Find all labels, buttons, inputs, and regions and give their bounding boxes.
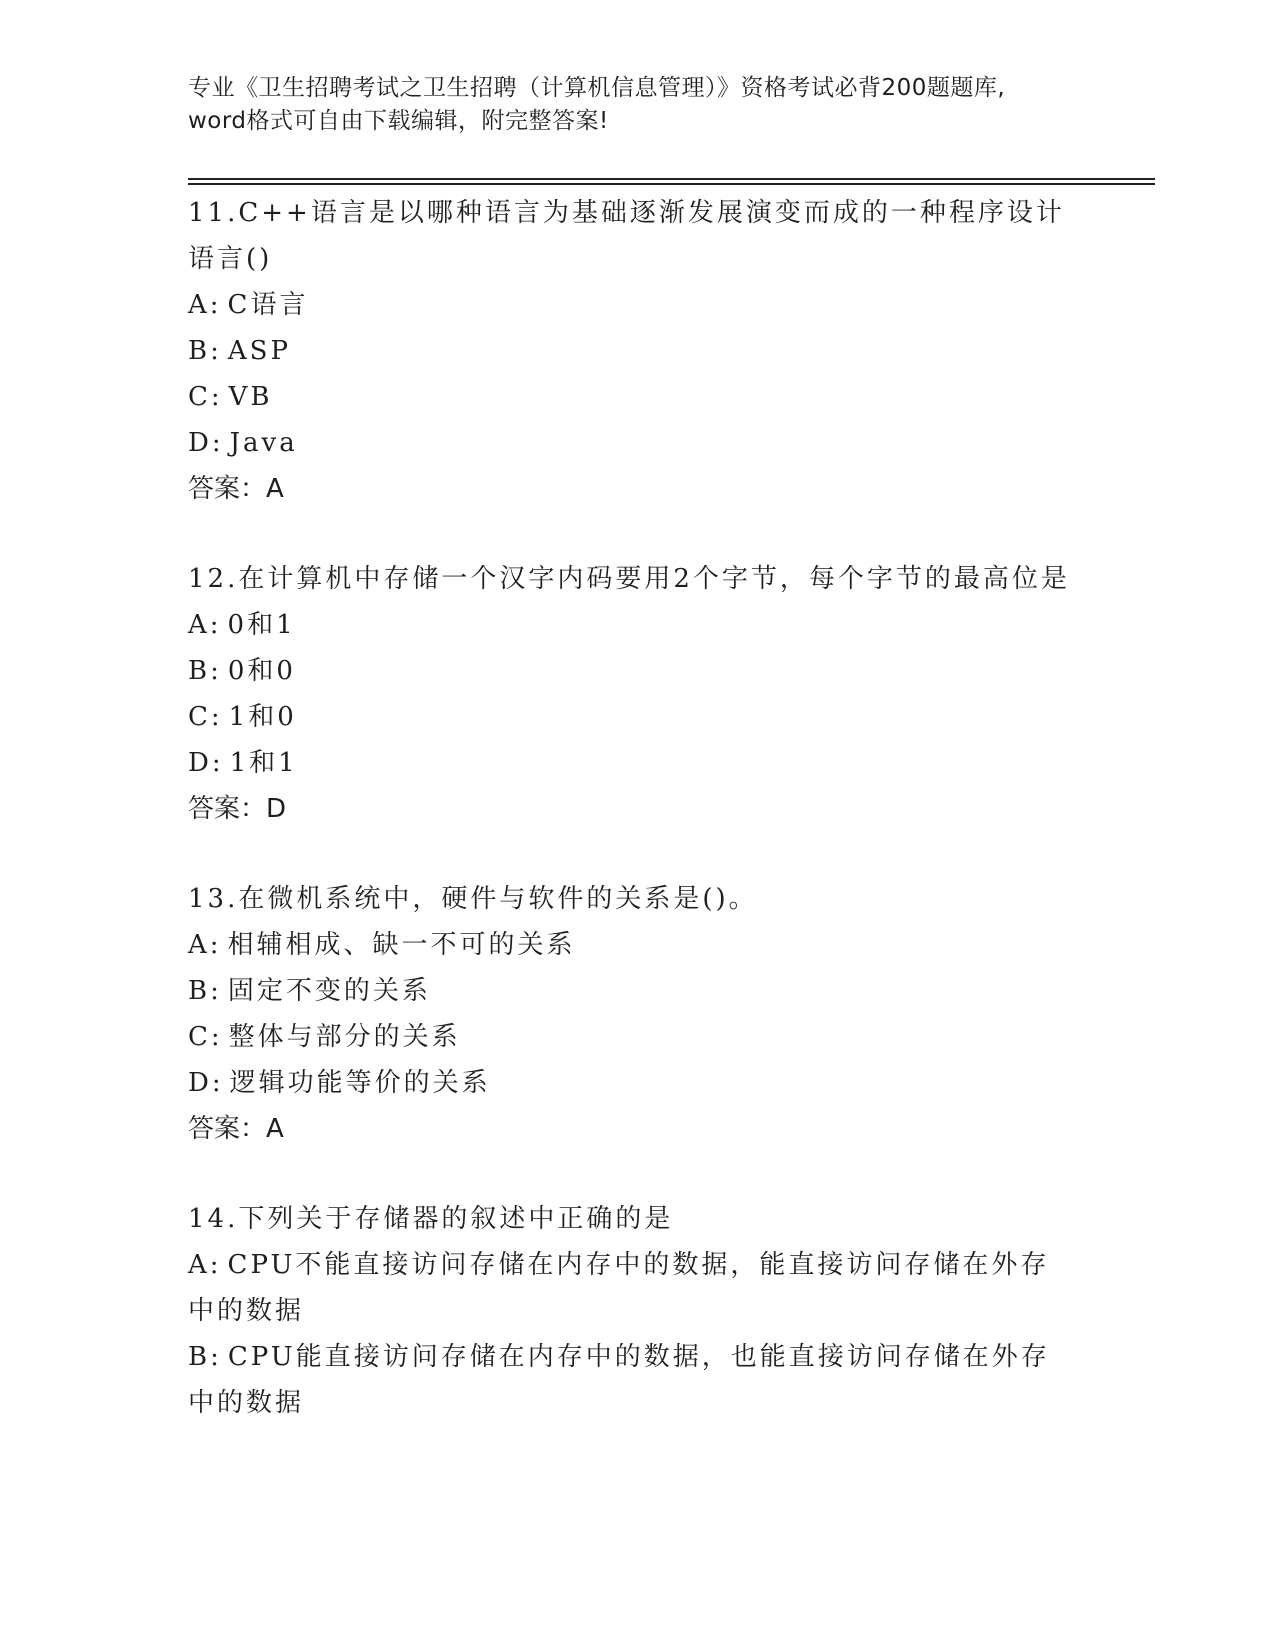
option-text: 固定不变的关系: [227, 976, 431, 1006]
option-text: C语言: [227, 290, 309, 320]
option-text: 1和1: [229, 748, 298, 778]
header-line-2: word格式可自由下载编辑，附完整答案!: [188, 108, 609, 134]
option-text: 0和0: [227, 656, 296, 686]
option-c: [188, 1014, 1078, 1060]
question-text: 在计算机中存储一个汉字内码要用2个字节，每个字节的最高位是: [238, 564, 1070, 594]
option-letter: B:: [188, 976, 222, 1006]
option-d: [188, 420, 1078, 466]
option-text: 相辅相成、缺一不可的关系: [227, 930, 576, 960]
option-c: [188, 694, 1078, 740]
option-text: ASP: [227, 336, 291, 366]
option-b: [188, 968, 1078, 1014]
answer-label: 答案：: [188, 1114, 267, 1144]
header-divider-top: [188, 178, 1155, 180]
option-a: [188, 1242, 1078, 1334]
option-letter: B:: [188, 656, 222, 686]
question-stem: [188, 190, 1078, 282]
option-text: 逻辑功能等价的关系: [229, 1068, 491, 1098]
answer-line: [188, 786, 1078, 832]
option-text: CPU不能直接访问存储在内存中的数据，能直接访问存储在外存中的数据: [188, 1250, 1050, 1326]
document-header: [188, 72, 1088, 138]
question-number: 14.: [188, 1204, 239, 1234]
header-line-1: 专业《卫生招聘考试之卫生招聘（计算机信息管理）》资格考试必背200题题库,: [188, 75, 1006, 101]
option-letter: C:: [188, 702, 223, 732]
question-text: 下列关于存储器的叙述中正确的是: [238, 1204, 674, 1234]
answer-line: [188, 466, 1078, 512]
option-letter: C:: [188, 1022, 223, 1052]
question-14: [188, 1196, 1078, 1426]
option-a: [188, 922, 1078, 968]
option-text: CPU能直接访问存储在内存中的数据，也能直接访问存储在外存中的数据: [188, 1342, 1050, 1418]
answer-value: A: [266, 1114, 284, 1144]
answer-label: 答案：: [188, 794, 267, 824]
option-text: 0和1: [227, 610, 296, 640]
question-12: [188, 556, 1078, 832]
answer-value: A: [266, 474, 284, 504]
answer-label: 答案：: [188, 474, 267, 504]
option-text: VB: [228, 382, 273, 412]
question-number: 11.: [188, 198, 239, 228]
option-b: [188, 648, 1078, 694]
option-letter: A:: [188, 290, 222, 320]
option-text: 1和0: [228, 702, 297, 732]
question-stem: [188, 876, 1078, 922]
option-letter: B:: [188, 336, 222, 366]
option-letter: B:: [188, 1342, 222, 1372]
option-letter: D:: [188, 748, 224, 778]
header-divider-bottom: [188, 183, 1155, 185]
question-stem: [188, 556, 1078, 602]
option-text: 整体与部分的关系: [228, 1022, 461, 1052]
question-11: [188, 190, 1078, 512]
option-b: [188, 1334, 1078, 1426]
option-letter: A:: [188, 1250, 222, 1280]
answer-line: [188, 1106, 1078, 1152]
option-b: [188, 328, 1078, 374]
question-number: 12.: [188, 564, 239, 594]
question-text: 在微机系统中，硬件与软件的关系是()。: [238, 884, 758, 914]
question-13: [188, 876, 1078, 1152]
option-letter: C:: [188, 382, 223, 412]
option-letter: D:: [188, 428, 224, 458]
option-letter: A:: [188, 930, 222, 960]
option-a: [188, 602, 1078, 648]
option-text: Java: [229, 428, 298, 458]
question-list: [188, 190, 1078, 1470]
question-text: C++语言是以哪种语言为基础逐渐发展演变而成的一种程序设计语言(): [188, 198, 1065, 274]
question-number: 13.: [188, 884, 239, 914]
option-a: [188, 282, 1078, 328]
question-stem: [188, 1196, 1078, 1242]
answer-value: D: [266, 794, 287, 824]
option-letter: A:: [188, 610, 222, 640]
option-letter: D:: [188, 1068, 224, 1098]
option-c: [188, 374, 1078, 420]
option-d: [188, 740, 1078, 786]
option-d: [188, 1060, 1078, 1106]
